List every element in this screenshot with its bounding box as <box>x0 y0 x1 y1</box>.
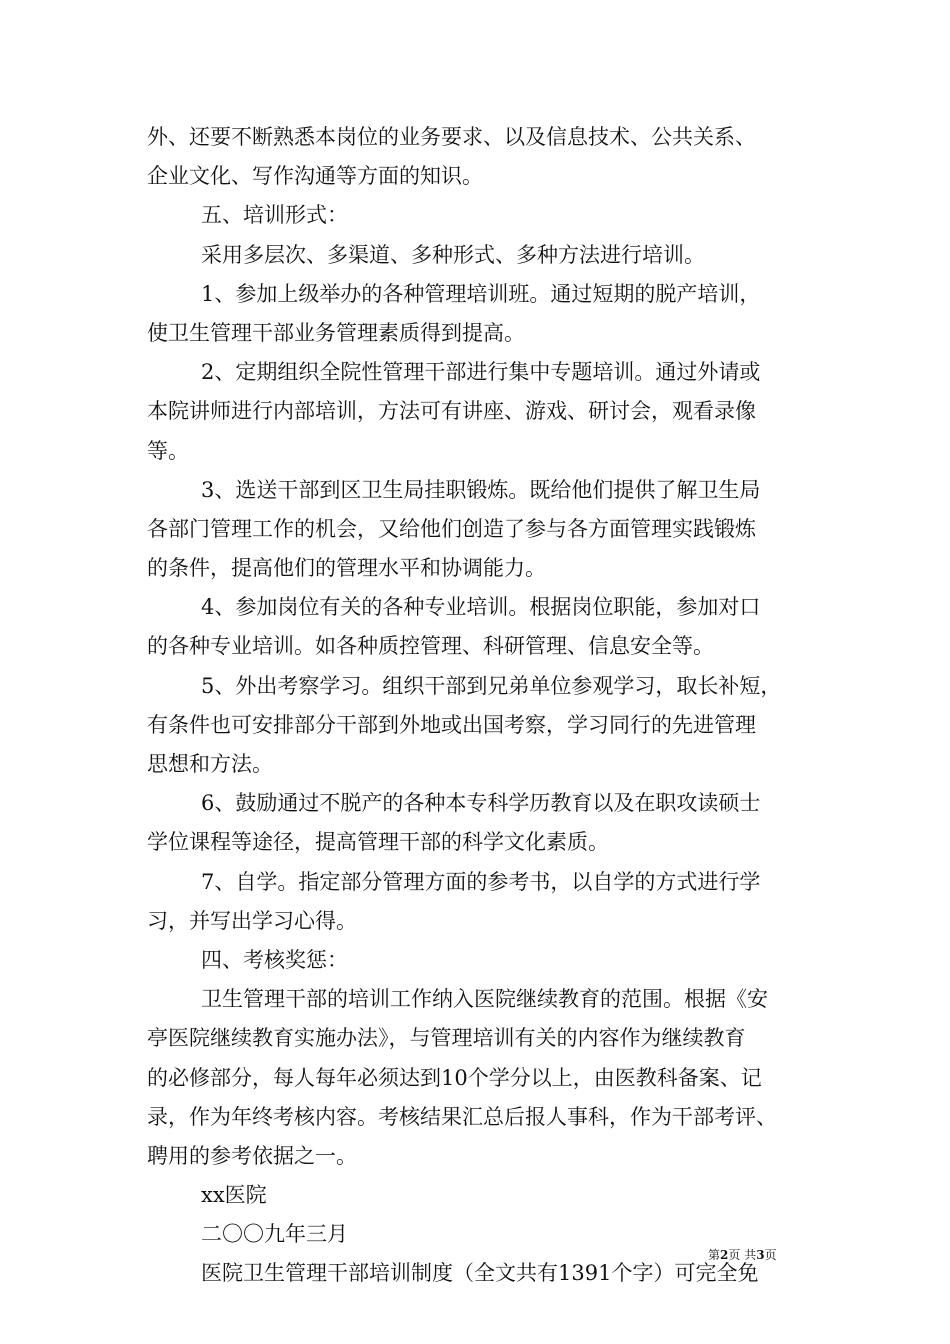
text-line: 习，并写出学习心得。 <box>147 908 357 933</box>
footer-middle: 页 共 <box>728 1248 757 1262</box>
text-line: xx医院 <box>201 1183 267 1208</box>
text-line: 1、参加上级举办的各种管理培训班。通过短期的脱产培训， <box>201 281 761 306</box>
text-line: 5、外出考察学习。组织干部到兄弟单位参观学习，取长补短， <box>201 673 782 698</box>
text-line: 本院讲师进行内部培训，方法可有讲座、游戏、研讨会，观看录像 <box>147 399 756 424</box>
text-line: 二〇〇九年三月 <box>201 1222 348 1247</box>
text-line: 四、考核奖惩： <box>201 947 348 972</box>
text-line: 各部门管理工作的机会，又给他们创造了参与各方面管理实践锻炼 <box>147 516 756 541</box>
text-line: 采用多层次、多渠道、多种形式、多种方法进行培训。 <box>201 242 705 267</box>
text-line: 7、自学。指定部分管理方面的参考书，以自学的方式进行学 <box>201 869 761 894</box>
text-line: 亭医院继续教育实施办法》，与管理培训有关的内容作为继续教育 <box>147 1026 746 1051</box>
text-line: 学位课程等途径，提高管理干部的科学文化素质。 <box>147 830 609 855</box>
text-line: 录，作为年终考核内容。考核结果汇总后报人事科，作为干部考评、 <box>147 1104 777 1129</box>
text-line: 卫生管理干部的培训工作纳入医院继续教育的范围。根据《安 <box>201 987 768 1012</box>
current-page-number: 2 <box>720 1248 729 1262</box>
text-line: 思想和方法。 <box>147 752 273 776</box>
text-line: 外、还要不断熟悉本岗位的业务要求、以及信息技术、公共关系、 <box>147 125 756 149</box>
text-line: 的必修部分，每人每年必须达到10个学分以上，由医教科备案、记 <box>147 1065 762 1090</box>
text-line: 使卫生管理干部业务管理素质得到提高。 <box>147 320 525 345</box>
text-line: 聘用的参考依据之一。 <box>147 1143 357 1168</box>
text-line: 2、定期组织全院性管理干部进行集中专题培训。通过外请或 <box>201 360 761 385</box>
footer-suffix: 页 <box>764 1248 777 1262</box>
text-line: 等。 <box>147 438 189 463</box>
text-line: 五、培训形式： <box>201 203 348 228</box>
text-line: 的条件，提高他们的管理水平和协调能力。 <box>147 556 546 581</box>
text-line: 3、选送干部到区卫生局挂职锻炼。既给他们提供了解卫生局 <box>201 477 761 502</box>
footer-prefix: 第 <box>708 1248 721 1262</box>
page-footer <box>708 1247 777 1263</box>
text-line: 有条件也可安排部分干部到外地或出国考察，学习同行的先进管理 <box>147 712 756 737</box>
text-line: 的各种专业培训。如各种质控管理、科研管理、信息安全等。 <box>147 634 714 659</box>
document-body <box>147 118 809 1294</box>
total-pages-number: 3 <box>756 1248 765 1262</box>
text-line: 企业文化、写作沟通等方面的知识。 <box>147 164 483 189</box>
text-line: 医院卫生管理干部培训制度（全文共有1391个字）可完全免 <box>201 1261 759 1286</box>
text-line: 6、鼓励通过不脱产的各种本专科学历教育以及在职攻读硕士 <box>201 791 761 816</box>
text-line: 4、参加岗位有关的各种专业培训。根据岗位职能，参加对口 <box>201 595 761 620</box>
